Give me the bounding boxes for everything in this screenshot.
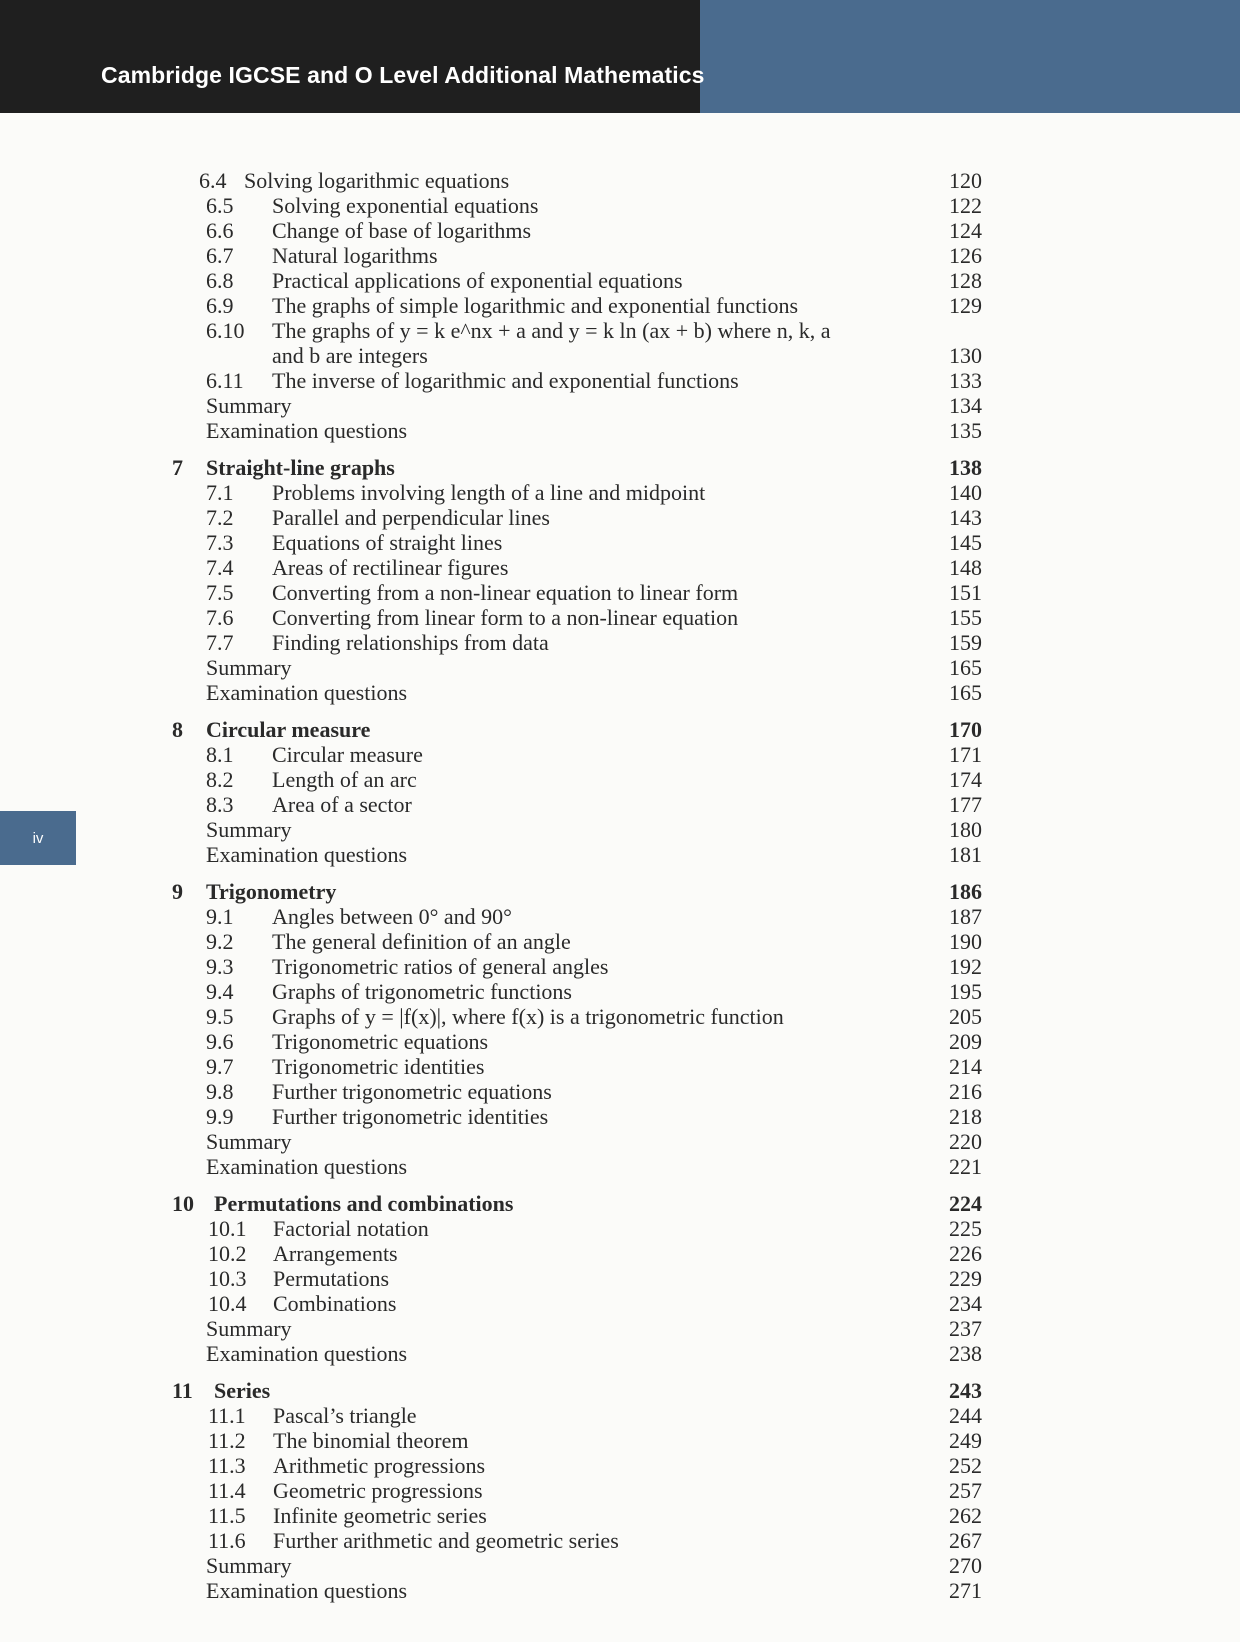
- toc-section-row: [0, 243, 1240, 268]
- toc-title: Infinite geometric series: [273, 1503, 487, 1528]
- toc-section-row: [0, 1004, 1240, 1029]
- toc-title: Examination questions: [206, 1154, 408, 1179]
- toc-page-number: 224: [949, 1191, 982, 1216]
- toc-page-number: 165: [949, 655, 982, 680]
- toc-title: Converting from a non-linear equation to linear form: [272, 580, 739, 605]
- toc-extra-row: [0, 817, 1240, 842]
- toc-page-number: 237: [949, 1316, 982, 1341]
- toc-section-row: [0, 318, 1240, 343]
- toc-title: Series: [214, 1378, 271, 1403]
- toc-section-row: [0, 954, 1240, 979]
- toc-page-number: 174: [949, 767, 982, 792]
- toc-section-row: [0, 1029, 1240, 1054]
- toc-page-number: 145: [949, 530, 982, 555]
- toc-number: 7.4: [206, 555, 234, 580]
- toc-page-number: 180: [949, 817, 982, 842]
- toc-title: Areas of rectilinear figures: [272, 555, 509, 580]
- toc-title: Arrangements: [273, 1241, 398, 1266]
- toc-title: and b are integers: [272, 343, 428, 368]
- toc-page-number: 177: [949, 792, 982, 817]
- toc-page-number: 126: [949, 243, 982, 268]
- toc-title: Length of an arc: [272, 767, 417, 792]
- toc-page-number: 205: [949, 1004, 982, 1029]
- toc-number: 10.2: [208, 1241, 247, 1266]
- toc-section-row: [0, 929, 1240, 954]
- toc-page-number: 234: [949, 1291, 982, 1316]
- toc-title: Trigonometry: [206, 879, 337, 904]
- toc-title: Graphs of y = |f(x)|, where f(x) is a trigonometric function: [272, 1004, 784, 1029]
- toc-page-number: 187: [949, 904, 982, 929]
- toc-section-row: [0, 605, 1240, 630]
- toc-number: 11.2: [208, 1428, 246, 1453]
- toc-page-number: 271: [949, 1578, 982, 1603]
- toc-title: Factorial notation: [273, 1216, 429, 1241]
- toc-number: 8.1: [206, 742, 234, 767]
- toc-page-number: 257: [949, 1478, 982, 1503]
- toc-number: 7.1: [206, 480, 234, 505]
- book-title: Cambridge IGCSE and O Level Additional Mathematics: [101, 62, 705, 88]
- toc-title: Summary: [206, 1316, 292, 1341]
- toc-section-row: [0, 343, 1240, 368]
- toc-title: The graphs of simple logarithmic and exponential functions: [272, 293, 799, 318]
- toc-page-number: 181: [949, 842, 982, 867]
- toc-page-number: 229: [949, 1266, 982, 1291]
- toc-page-number: 151: [949, 580, 982, 605]
- toc-title: Solving exponential equations: [272, 193, 539, 218]
- toc-number: 10.4: [208, 1291, 247, 1316]
- toc-page-number: 243: [949, 1378, 982, 1403]
- toc-page-number: 267: [949, 1528, 982, 1553]
- toc-number: 9.7: [206, 1054, 234, 1079]
- toc-number: 7: [172, 455, 183, 480]
- toc-section-row: [0, 293, 1240, 318]
- toc-number: 9: [172, 879, 183, 904]
- toc-section-row: [0, 904, 1240, 929]
- toc-number: 7.3: [206, 530, 234, 555]
- toc-page-number: 124: [949, 218, 982, 243]
- toc-section-row: [0, 630, 1240, 655]
- toc-number: 9.4: [206, 979, 234, 1004]
- toc-chapter-row: [0, 455, 1240, 480]
- toc-section-row: [0, 218, 1240, 243]
- toc-page-number: 170: [949, 717, 982, 742]
- toc-section-row: [0, 767, 1240, 792]
- toc-section-row: [0, 530, 1240, 555]
- toc-number: 9.5: [206, 1004, 234, 1029]
- toc-number: 9.3: [206, 954, 234, 979]
- toc-section-row: [0, 368, 1240, 393]
- toc-chapter-row: [0, 717, 1240, 742]
- toc-extra-row: [0, 842, 1240, 867]
- toc-title: Circular measure: [206, 717, 371, 742]
- toc-title: Area of a sector: [272, 792, 412, 817]
- toc-section-row: [0, 1428, 1240, 1453]
- toc-number: 11.1: [208, 1403, 246, 1428]
- toc-section-row: [0, 1241, 1240, 1266]
- toc-title: Practical applications of exponential equations: [272, 268, 683, 293]
- toc-title: Combinations: [273, 1291, 397, 1316]
- toc-title: Natural logarithms: [272, 243, 438, 268]
- toc-title: Summary: [206, 1129, 292, 1154]
- toc-title: Problems involving length of a line and midpoint: [272, 480, 706, 505]
- toc-title: Circular measure: [272, 742, 423, 767]
- toc-title: Examination questions: [206, 842, 408, 867]
- toc-title: Further arithmetic and geometric series: [273, 1528, 619, 1553]
- toc-title: Summary: [206, 393, 292, 418]
- toc-page-number: 209: [949, 1029, 982, 1054]
- toc-title: Finding relationships from data: [272, 630, 549, 655]
- toc-page-number: 238: [949, 1341, 982, 1366]
- toc-section-row: [0, 1216, 1240, 1241]
- toc-page-number: 140: [949, 480, 982, 505]
- toc-page-number: 226: [949, 1241, 982, 1266]
- toc-page-number: 128: [949, 268, 982, 293]
- toc-page-number: 249: [949, 1428, 982, 1453]
- toc-title: Further trigonometric equations: [272, 1079, 552, 1104]
- toc-chapter-row: [0, 879, 1240, 904]
- toc-number: 6.9: [206, 293, 234, 318]
- toc-number: 11.5: [208, 1503, 246, 1528]
- toc-title: Solving logarithmic equations: [244, 168, 510, 193]
- toc-section-row: [0, 742, 1240, 767]
- toc-title: The inverse of logarithmic and exponential functions: [272, 368, 739, 393]
- toc-number: 7.7: [206, 630, 234, 655]
- toc-number: 11.4: [208, 1478, 246, 1503]
- toc-page-number: 195: [949, 979, 982, 1004]
- toc-section-row: [0, 1528, 1240, 1553]
- toc-number: 9.6: [206, 1029, 234, 1054]
- toc-section-row: [0, 1403, 1240, 1428]
- toc-title: The general definition of an angle: [272, 929, 571, 954]
- toc-section-row: [0, 1453, 1240, 1478]
- toc-page-number: 262: [949, 1503, 982, 1528]
- page-number: iv: [32, 829, 44, 847]
- toc-extra-row: [0, 1341, 1240, 1366]
- toc-title: Change of base of logarithms: [272, 218, 532, 243]
- toc-title: Converting from linear form to a non-linear equation: [272, 605, 739, 630]
- toc-page-number: 138: [949, 455, 982, 480]
- toc-page-number: 155: [949, 605, 982, 630]
- toc-page-number: 159: [949, 630, 982, 655]
- toc-section-row: [0, 505, 1240, 530]
- toc-title: Parallel and perpendicular lines: [272, 505, 550, 530]
- toc-title: The graphs of y = k e^nx + a and y = k ln (ax + b) where n, k, a: [272, 318, 831, 343]
- toc-number: 7.5: [206, 580, 234, 605]
- toc-section-row: [0, 1503, 1240, 1528]
- toc-section-row: [0, 1104, 1240, 1129]
- toc-page-number: 133: [949, 368, 982, 393]
- toc-extra-row: [0, 1578, 1240, 1603]
- toc-page-number: 165: [949, 680, 982, 705]
- toc-page-number: 186: [949, 879, 982, 904]
- toc-number: 10.3: [208, 1266, 247, 1291]
- toc-title: Further trigonometric identities: [272, 1104, 549, 1129]
- toc-page-number: 244: [949, 1403, 982, 1428]
- toc-page-number: 220: [949, 1129, 982, 1154]
- toc-number: 8.2: [206, 767, 234, 792]
- toc-number: 9.8: [206, 1079, 234, 1104]
- toc-number: 6.7: [206, 243, 234, 268]
- toc-number: 8: [172, 717, 183, 742]
- toc-page-number: 225: [949, 1216, 982, 1241]
- toc-title: Examination questions: [206, 418, 408, 443]
- toc-number: 11: [172, 1378, 193, 1403]
- toc-page-number: 218: [949, 1104, 982, 1129]
- toc-number: 6.4: [199, 168, 227, 193]
- toc-number: 8.3: [206, 792, 234, 817]
- toc-section-row: [0, 1266, 1240, 1291]
- toc-title: Permutations: [273, 1266, 390, 1291]
- toc-extra-row: [0, 680, 1240, 705]
- toc-page-number: 134: [949, 393, 982, 418]
- toc-extra-row: [0, 1129, 1240, 1154]
- toc-page-number: 143: [949, 505, 982, 530]
- toc-number: 6.10: [206, 318, 245, 343]
- toc-page-number: 148: [949, 555, 982, 580]
- toc-page-number: 270: [949, 1553, 982, 1578]
- toc-title: Summary: [206, 655, 292, 680]
- toc-extra-row: [0, 1553, 1240, 1578]
- toc-section-row: [0, 1079, 1240, 1104]
- toc-page-number: 214: [949, 1054, 982, 1079]
- toc-title: Graphs of trigonometric functions: [272, 979, 572, 1004]
- toc-title: Summary: [206, 1553, 292, 1578]
- toc-number: 9.1: [206, 904, 234, 929]
- toc-title: Examination questions: [206, 1578, 408, 1603]
- toc-number: 7.6: [206, 605, 234, 630]
- toc-number: 9.9: [206, 1104, 234, 1129]
- toc-title: Equations of straight lines: [272, 530, 503, 555]
- toc-title: Examination questions: [206, 680, 408, 705]
- toc-title: Pascal’s triangle: [273, 1403, 417, 1428]
- toc-section-row: [0, 792, 1240, 817]
- toc-chapter-row: [0, 1191, 1240, 1216]
- toc-title: Trigonometric equations: [272, 1029, 489, 1054]
- toc-title: Examination questions: [206, 1341, 408, 1366]
- toc-number: 11.6: [208, 1528, 246, 1553]
- toc-page-number: 135: [949, 418, 982, 443]
- toc-title: Straight-line graphs: [206, 455, 395, 480]
- toc-title: Geometric progressions: [273, 1478, 483, 1503]
- toc-number: 6.11: [206, 368, 244, 393]
- toc-title: Permutations and combinations: [214, 1191, 514, 1216]
- toc-section-row: [0, 1054, 1240, 1079]
- toc-section-row: [0, 1478, 1240, 1503]
- toc-title: The binomial theorem: [273, 1428, 469, 1453]
- toc-number: 6.6: [206, 218, 234, 243]
- toc-number: 6.5: [206, 193, 234, 218]
- toc-title: Summary: [206, 817, 292, 842]
- toc-section-row: [0, 979, 1240, 1004]
- toc-number: 10.1: [208, 1216, 247, 1241]
- toc-page-number: 190: [949, 929, 982, 954]
- toc-number: 11.3: [208, 1453, 246, 1478]
- toc-extra-row: [0, 1316, 1240, 1341]
- toc-number: 9.2: [206, 929, 234, 954]
- toc-extra-row: [0, 1154, 1240, 1179]
- toc-section-row: [0, 168, 1240, 193]
- toc-page-number: 216: [949, 1079, 982, 1104]
- toc-section-row: [0, 268, 1240, 293]
- toc-number: 7.2: [206, 505, 234, 530]
- toc-section-row: [0, 1291, 1240, 1316]
- toc-page-number: 192: [949, 954, 982, 979]
- toc-number: 6.8: [206, 268, 234, 293]
- toc-section-row: [0, 480, 1240, 505]
- toc-page-number: 122: [949, 193, 982, 218]
- toc-page-number: 221: [949, 1154, 982, 1179]
- toc-page-number: 171: [949, 742, 982, 767]
- toc-extra-row: [0, 655, 1240, 680]
- toc-page-number: 129: [949, 293, 982, 318]
- toc-section-row: [0, 555, 1240, 580]
- toc-title: Angles between 0° and 90°: [272, 904, 512, 929]
- toc-extra-row: [0, 418, 1240, 443]
- toc-page-number: 120: [949, 168, 982, 193]
- toc-page-number: 252: [949, 1453, 982, 1478]
- toc-title: Trigonometric identities: [272, 1054, 485, 1079]
- toc-section-row: [0, 193, 1240, 218]
- toc-extra-row: [0, 393, 1240, 418]
- toc-title: Arithmetic progressions: [273, 1453, 486, 1478]
- toc-title: Trigonometric ratios of general angles: [272, 954, 609, 979]
- toc-number: 10: [172, 1191, 194, 1216]
- toc-section-row: [0, 580, 1240, 605]
- toc-page-number: 130: [949, 343, 982, 368]
- toc-chapter-row: [0, 1378, 1240, 1403]
